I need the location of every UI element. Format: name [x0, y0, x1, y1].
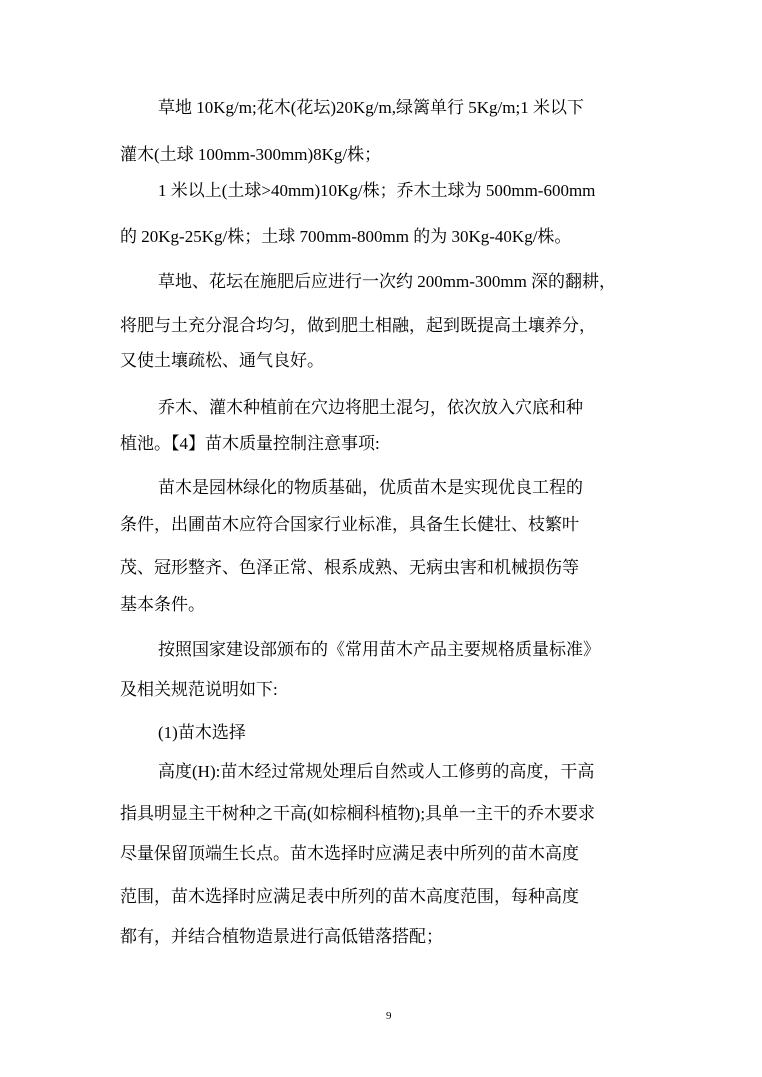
text-line: 草地、花坛在施肥后应进行一次约 200mm-300mm 深的翻耕， [158, 272, 617, 291]
text-line: 茂、冠形整齐、色泽正常、根系成熟、无病虫害和机械损伤等 [120, 558, 579, 577]
text-line: 草地 10Kg/m;花木(花坛)20Kg/m,绿篱单行 5Kg/m;1 米以下 [158, 98, 584, 117]
page-number: 9 [386, 1010, 392, 1022]
text-line: 及相关规范说明如下: [120, 680, 278, 699]
text-line: 条件，出圃苗木应符合国家行业标准，具备生长健壮、枝繁叶 [120, 515, 579, 534]
text-line: 的 20Kg-25Kg/株；土球 700mm-800mm 的为 30Kg-40Kg/株。 [120, 227, 572, 246]
text-line: 基本条件。 [120, 595, 205, 614]
text-line: 又使土壤疏松、通气良好。 [120, 351, 324, 370]
section-heading: (1)苗木选择 [158, 723, 246, 742]
text-line: 都有，并结合植物造景进行高低错落搭配； [120, 927, 443, 946]
text-line: 指具明显主干树种之干高(如棕榈科植物);具单一主干的乔木要求 [120, 804, 596, 823]
text-line: 植池。【4】苗木质量控制注意事项: [120, 434, 380, 453]
text-line: 尽量保留顶端生长点。苗木选择时应满足表中所列的苗木高度 [120, 844, 579, 863]
text-line: 按照国家建设部颁布的《常用苗木产品主要规格质量标准》 [158, 640, 600, 659]
text-line: 范围，苗木选择时应满足表中所列的苗木高度范围，每种高度 [120, 887, 579, 906]
text-line: 苗木是园林绿化的物质基础，优质苗木是实现优良工程的 [158, 478, 583, 497]
text-line: 1 米以上(土球>40mm)10Kg/株；乔木土球为 500mm-600mm [158, 181, 596, 200]
text-line: 灌木(土球 100mm-300mm)8Kg/株； [120, 145, 382, 164]
text-line: 将肥与土充分混合均匀，做到肥土相融，起到既提高土壤养分， [120, 316, 596, 335]
text-line: 乔木、灌木种植前在穴边将肥土混匀，依次放入穴底和种 [158, 398, 583, 417]
text-line: 高度(H):苗木经过常规处理后自然或人工修剪的高度，干高 [158, 762, 595, 781]
